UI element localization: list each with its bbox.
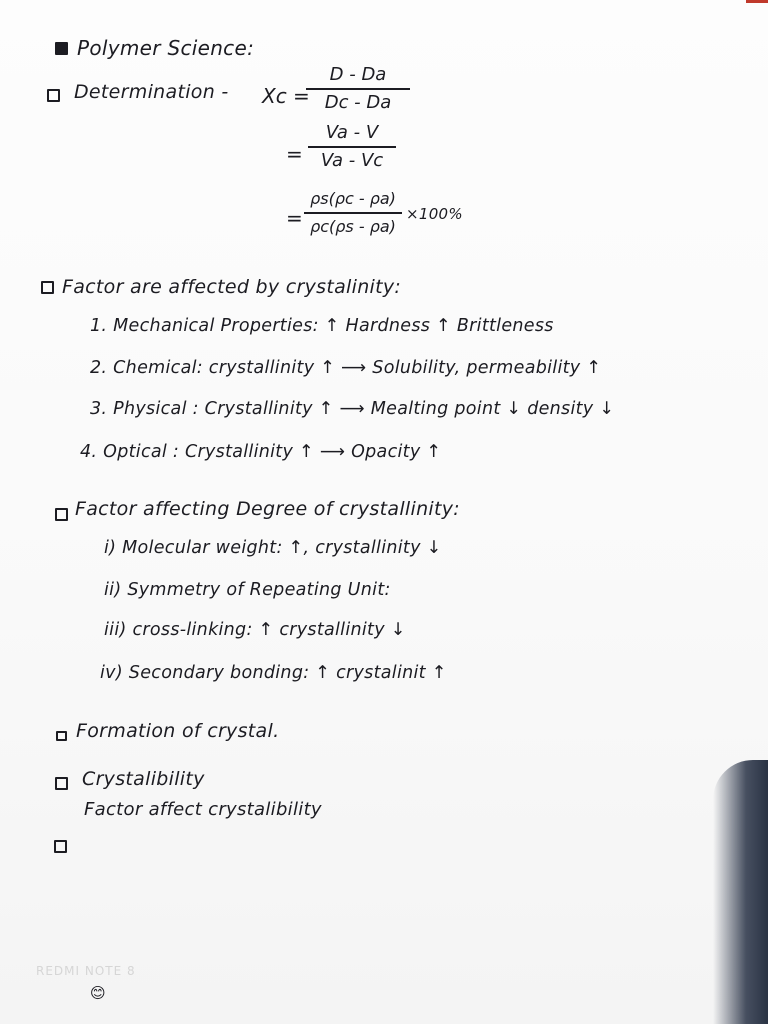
list-item: 4. Optical : Crystallinity ↑ ⟶ Opacity ↑ xyxy=(80,442,442,462)
equals-sign: = xyxy=(286,142,303,166)
fraction-denominator: ρc(ρs - ρa) xyxy=(310,217,396,236)
section-heading-formation: Formation of crystal. xyxy=(76,720,280,742)
multiplier-text: ×100% xyxy=(406,205,463,223)
checkbox-icon xyxy=(41,281,54,294)
checkbox-icon xyxy=(54,840,67,853)
finger-shadow xyxy=(713,760,768,1024)
fraction-numerator: D - Da xyxy=(329,64,387,85)
smiley-icon: 😊 xyxy=(90,984,106,1002)
filled-bullet-icon xyxy=(55,42,68,55)
corner-mark xyxy=(746,0,768,3)
equals-sign: = xyxy=(286,206,303,230)
list-item: iii) cross-linking: ↑ crystallinity ↓ xyxy=(104,620,406,640)
determination-label: Determination - xyxy=(74,81,229,103)
list-item: iv) Secondary bonding: ↑ crystalinit ↑ xyxy=(100,663,447,683)
fraction-bar xyxy=(306,88,410,90)
section-heading-crystalibility: Crystalibility xyxy=(82,768,205,790)
fraction-numerator: ρs(ρc - ρa) xyxy=(310,189,396,208)
checkbox-icon xyxy=(55,508,68,521)
section-heading-affected: Factor are affected by crystalinity: xyxy=(62,276,402,298)
fraction-volume xyxy=(308,122,396,172)
fraction-denominator: Va - Vc xyxy=(320,150,384,171)
section-heading-degree: Factor affecting Degree of crystallinity: xyxy=(75,498,460,520)
list-item: 3. Physical : Crystallinity ↑ ⟶ Mealting point ↓ density ↓ xyxy=(90,399,615,419)
crystallinity-symbol: Xc = xyxy=(262,84,310,108)
fraction-density xyxy=(306,64,410,114)
camera-watermark: REDMI NOTE 8 xyxy=(36,964,136,978)
fraction-denominator: Dc - Da xyxy=(324,92,392,113)
fraction-bar xyxy=(304,212,402,214)
list-item: 2. Chemical: crystallinity ↑ ⟶ Solubility, permeability ↑ xyxy=(90,358,602,378)
checkbox-icon xyxy=(56,731,67,741)
list-item: i) Molecular weight: ↑, crystallinity ↓ xyxy=(104,538,442,558)
crystalibility-subline: Factor affect crystalibility xyxy=(84,799,322,820)
checkbox-icon xyxy=(47,89,60,102)
list-item: 1. Mechanical Properties: ↑ Hardness ↑ Brittleness xyxy=(90,316,554,336)
checkbox-icon xyxy=(55,777,68,790)
page-title: Polymer Science: xyxy=(77,36,255,60)
list-item: ii) Symmetry of Repeating Unit: xyxy=(104,580,391,600)
fraction-numerator: Va - V xyxy=(325,122,379,143)
fraction-bar xyxy=(308,146,396,148)
fraction-rho xyxy=(304,188,402,238)
